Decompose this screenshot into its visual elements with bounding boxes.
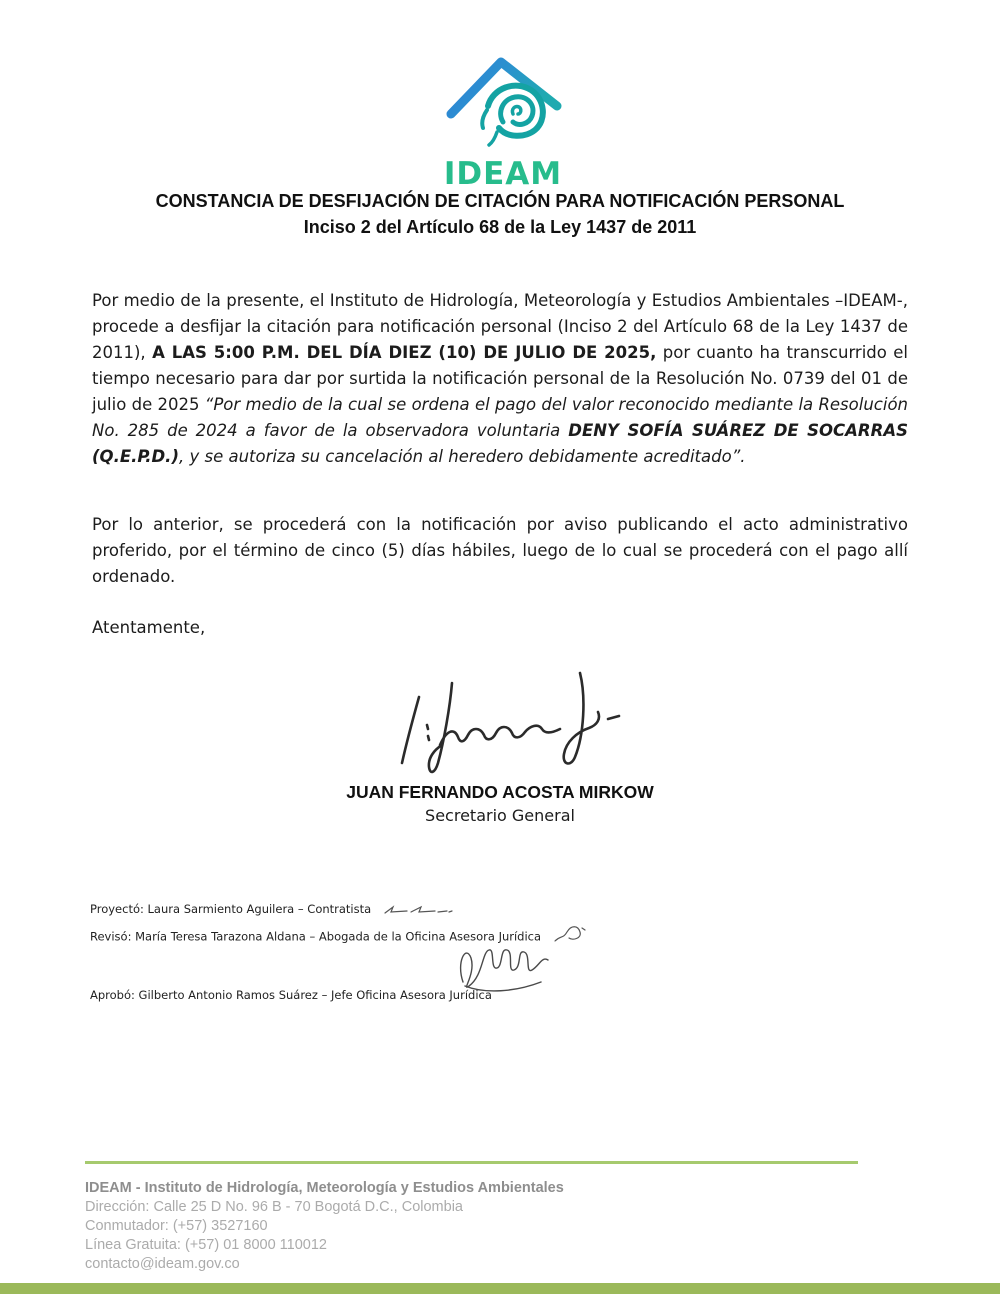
approval-proyecto: [90, 902, 455, 917]
footer-email: contacto@ideam.gov.co: [85, 1256, 240, 1272]
footer-accent-bar: [0, 1283, 1000, 1294]
ideam-logo-icon: [441, 52, 565, 156]
footer-address: Dirección: Calle 25 D No. 96 B - 70 Bogotá D.C., Colombia: [85, 1199, 463, 1215]
document-title: [0, 188, 1000, 240]
approval-reviso-text: Revisó: María Teresa Tarazona Aldana – Abogada de la Oficina Asesora Jurídica: [90, 929, 542, 944]
signatory-title: Secretario General: [425, 806, 575, 825]
proyecto-initials-icon: [383, 903, 455, 917]
approval-aprobo: [90, 988, 492, 1002]
closing-salutation: Atentamente,: [92, 618, 206, 637]
approval-aprobo-text: Aprobó: Gilberto Antonio Ramos Suárez – Jefe Oficina Asesora Jurídica: [90, 988, 492, 1002]
title-line-2: Inciso 2 del Artículo 68 de la Ley 1437 de 2011: [303, 217, 697, 237]
logo-wordmark: IDEAM: [443, 156, 563, 192]
title-line-1: CONSTANCIA DE DESFIJACIÓN DE CITACIÓN PARA NOTIFICACIÓN PERSONAL: [155, 191, 845, 211]
ideam-logo: [438, 52, 568, 192]
handwritten-signature: [372, 663, 628, 781]
footer-divider: [85, 1161, 858, 1164]
signatory-name: JUAN FERNANDO ACOSTA MIRKOW: [346, 782, 654, 802]
paragraph-main: Por medio de la presente, el Instituto de Hidrología, Meteorología y Estudios Ambientales –IDEAM-, procede a desfijar la citación para notificación personal (Inciso 2 del Artículo 68 de la Ley 1437 de 2011), A LAS 5:00 P.M. DEL DÍA DIEZ (10) DE JULIO DE 2025, por cuanto ha transcurrido el tiempo necesario para dar por surtida la notificación personal de la Resolución No. 0739 del 01 de julio de 2025 “Por medio de la cual se ordena el pago del valor reconocido mediante la Resolución No. 285 de 2024 a favor de la observadora voluntaria DENY SOFÍA SUÁREZ DE SOCARRAS (Q.E.P.D.), y se autoriza su cancelación al heredero debidamente acreditado”.: [92, 291, 909, 466]
footer-tollfree: Línea Gratuita: (+57) 01 8000 110012: [85, 1237, 327, 1253]
footer-org-name: IDEAM - Instituto de Hidrología, Meteorología y Estudios Ambientales: [85, 1180, 564, 1196]
footer-switchboard: Conmutador: (+57) 3527160: [85, 1218, 268, 1234]
reviso-initials-icon: [553, 923, 587, 945]
logo-spiral-shape: [482, 86, 543, 145]
approval-proyecto-text: Proyectó: Laura Sarmiento Aguilera – Contratista: [90, 902, 372, 916]
paragraph-secondary: Por lo anterior, se procederá con la notificación por aviso publicando el acto administrativo proferido, por el término de cinco (5) días hábiles, luego de lo cual se procederá con el pago allí ordenado.: [92, 515, 908, 586]
footer-block: [85, 1179, 785, 1274]
